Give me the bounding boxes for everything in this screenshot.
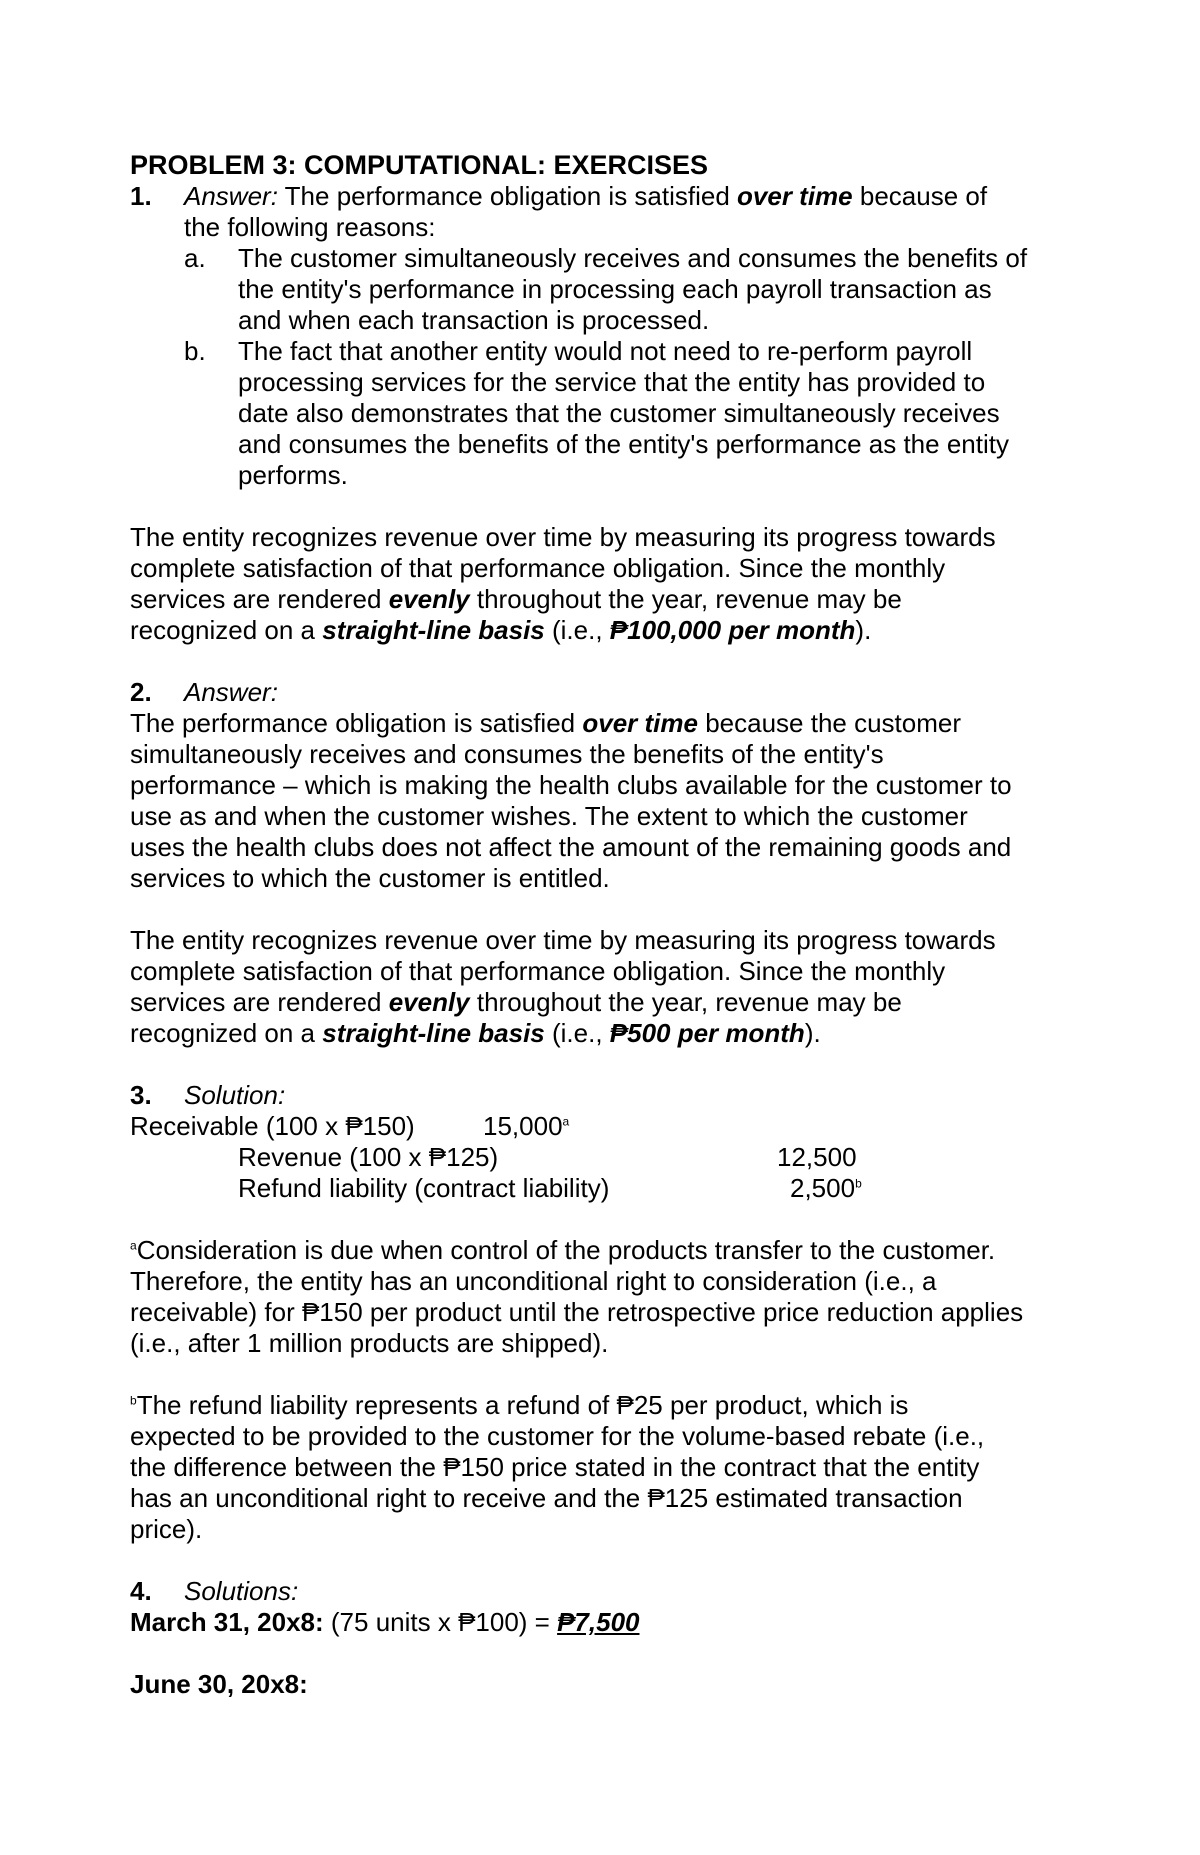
paragraph-line — [130, 1018, 1080, 1049]
footnote-b — [130, 1390, 1080, 1545]
paragraph-line: simultaneously receives and consumes the benefits of the entity's — [130, 739, 884, 769]
paragraph-line: performance – which is making the health clubs available for the customer to — [130, 770, 1012, 800]
text: recognized on a — [130, 615, 323, 645]
paragraph-line: services to which the customer is entitled. — [130, 863, 610, 893]
item-4-label: Solutions: — [184, 1576, 299, 1606]
item-4-number: 4. — [130, 1576, 152, 1606]
paragraph-line: The entity recognizes revenue over time by measuring its progress towards — [130, 925, 996, 955]
entry-account: Revenue (100 x ₱125) — [238, 1142, 499, 1172]
emphasis: ₱100,000 per month — [609, 615, 856, 645]
problem-title: PROBLEM 3: COMPUTATIONAL: EXERCISES — [130, 150, 709, 180]
item-4-heading — [130, 1576, 1080, 1607]
emphasis: over time — [582, 708, 698, 738]
item-3-number: 3. — [130, 1080, 152, 1110]
emphasis: straight-line basis — [322, 615, 545, 645]
paragraph-line: complete satisfaction of that performance obligation. Since the monthly — [130, 553, 946, 583]
reason-b-line: processing services for the service that the entity has provided to — [238, 367, 986, 397]
item-1-line-2: the following reasons: — [184, 212, 436, 242]
text: Consideration is due when control of the products transfer to the customer. — [136, 1235, 996, 1265]
emphasis: straight-line basis — [322, 1018, 545, 1048]
reason-a-marker: a. — [184, 243, 206, 273]
item-1-number: 1. — [130, 181, 152, 211]
footnote-line — [130, 1235, 1080, 1266]
emphasis: ₱500 per month — [609, 1018, 805, 1048]
reason-b-line: date also demonstrates that the customer simultaneously receives — [238, 398, 1000, 428]
result: ₱7,500 — [557, 1607, 640, 1637]
reason-b — [130, 336, 1080, 491]
item-2-paragraph — [130, 925, 1080, 1049]
text: because the customer — [697, 708, 962, 738]
journal-entry-credit-revenue — [130, 1142, 1080, 1173]
item-1-line-1 — [130, 181, 1080, 212]
document-page — [130, 150, 1080, 1700]
reason-a-line: and when each transaction is processed. — [238, 305, 710, 335]
reason-a-line: The customer simultaneously receives and consumes the benefits of — [238, 243, 1028, 273]
paragraph-line: complete satisfaction of that performance obligation. Since the monthly — [130, 956, 946, 986]
date-label: March 31, 20x8: — [130, 1607, 324, 1637]
item-2-heading — [130, 677, 1080, 708]
paragraph-line: use as and when the customer wishes. The extent to which the customer — [130, 801, 968, 831]
calculation: (75 units x ₱100) = — [323, 1607, 558, 1637]
text: (i.e., — [544, 1018, 610, 1048]
entry-credit-amount: 12,500 — [777, 1142, 857, 1172]
text: The performance obligation is satisfied — [130, 708, 583, 738]
reason-b-marker: b. — [184, 336, 206, 366]
footnote-line: expected to be provided to the customer for the volume-based rebate (i.e., — [130, 1421, 985, 1451]
text: throughout the year, revenue may be — [469, 987, 902, 1017]
text: (i.e., — [544, 615, 610, 645]
item-1-text-a: The performance obligation is satisfied — [277, 181, 738, 211]
paragraph-line: The entity recognizes revenue over time by measuring its progress towards — [130, 522, 996, 552]
footnote-line: the difference between the ₱150 price stated in the contract that the entity — [130, 1452, 980, 1482]
entry-credit-amount — [790, 1173, 862, 1204]
text: services are rendered — [130, 584, 389, 614]
reason-b-line: performs. — [238, 460, 348, 490]
footnote-line — [130, 1390, 1080, 1421]
item-1-label: Answer: — [184, 181, 278, 211]
amount: 2,500 — [790, 1173, 856, 1203]
reason-b-line: The fact that another entity would not need to re-perform payroll — [238, 336, 973, 366]
entry-debit-amount — [483, 1111, 569, 1142]
footnote-marker: b — [130, 1393, 137, 1408]
text: throughout the year, revenue may be — [469, 584, 902, 614]
reason-a-line: the entity's performance in processing each payroll transaction as — [238, 274, 992, 304]
journal-entry-credit-refund — [130, 1173, 1080, 1204]
item-3-heading — [130, 1080, 1080, 1111]
footnote-line: price). — [130, 1514, 203, 1544]
june-label: June 30, 20x8: — [130, 1669, 308, 1699]
footnote-marker: a — [562, 1114, 570, 1129]
emphasis: evenly — [388, 584, 470, 614]
footnote-marker: a — [130, 1238, 137, 1253]
text: services are rendered — [130, 987, 389, 1017]
paragraph-line — [130, 708, 1080, 739]
footnote-line: (i.e., after 1 million products are shipped). — [130, 1328, 609, 1358]
text: ). — [855, 615, 872, 645]
footnote-line: Therefore, the entity has an unconditional right to consideration (i.e., a — [130, 1266, 937, 1296]
reason-b-line: and consumes the benefits of the entity's performance as the entity — [238, 429, 1009, 459]
footnote-line: receivable) for ₱150 per product until the retrospective price reduction applies — [130, 1297, 1024, 1327]
march-computation — [130, 1607, 1080, 1638]
reason-a — [130, 243, 1080, 336]
paragraph-line — [130, 584, 1080, 615]
entry-account: Receivable (100 x ₱150) — [130, 1111, 415, 1141]
item-2-body — [130, 708, 1080, 894]
journal-entry-debit — [130, 1111, 1080, 1142]
item-3-label: Solution: — [184, 1080, 286, 1110]
paragraph-line — [130, 615, 1080, 646]
footnote-a — [130, 1235, 1080, 1359]
item-1-text-b: because of — [852, 181, 988, 211]
item-2-label: Answer: — [184, 677, 278, 707]
item-1-emphasis: over time — [737, 181, 853, 211]
footnote-line: has an unconditional right to receive and the ₱125 estimated transaction — [130, 1483, 963, 1513]
entry-account: Refund liability (contract liability) — [238, 1173, 610, 1203]
paragraph-line — [130, 987, 1080, 1018]
amount: 15,000 — [483, 1111, 563, 1141]
text: The refund liability represents a refund of ₱25 per product, which is — [136, 1390, 909, 1420]
text: recognized on a — [130, 1018, 323, 1048]
paragraph-line: uses the health clubs does not affect the amount of the remaining goods and — [130, 832, 1012, 862]
item-1-paragraph — [130, 522, 1080, 646]
emphasis: evenly — [388, 987, 470, 1017]
item-2-number: 2. — [130, 677, 152, 707]
footnote-marker: b — [855, 1176, 862, 1191]
text: ). — [804, 1018, 821, 1048]
